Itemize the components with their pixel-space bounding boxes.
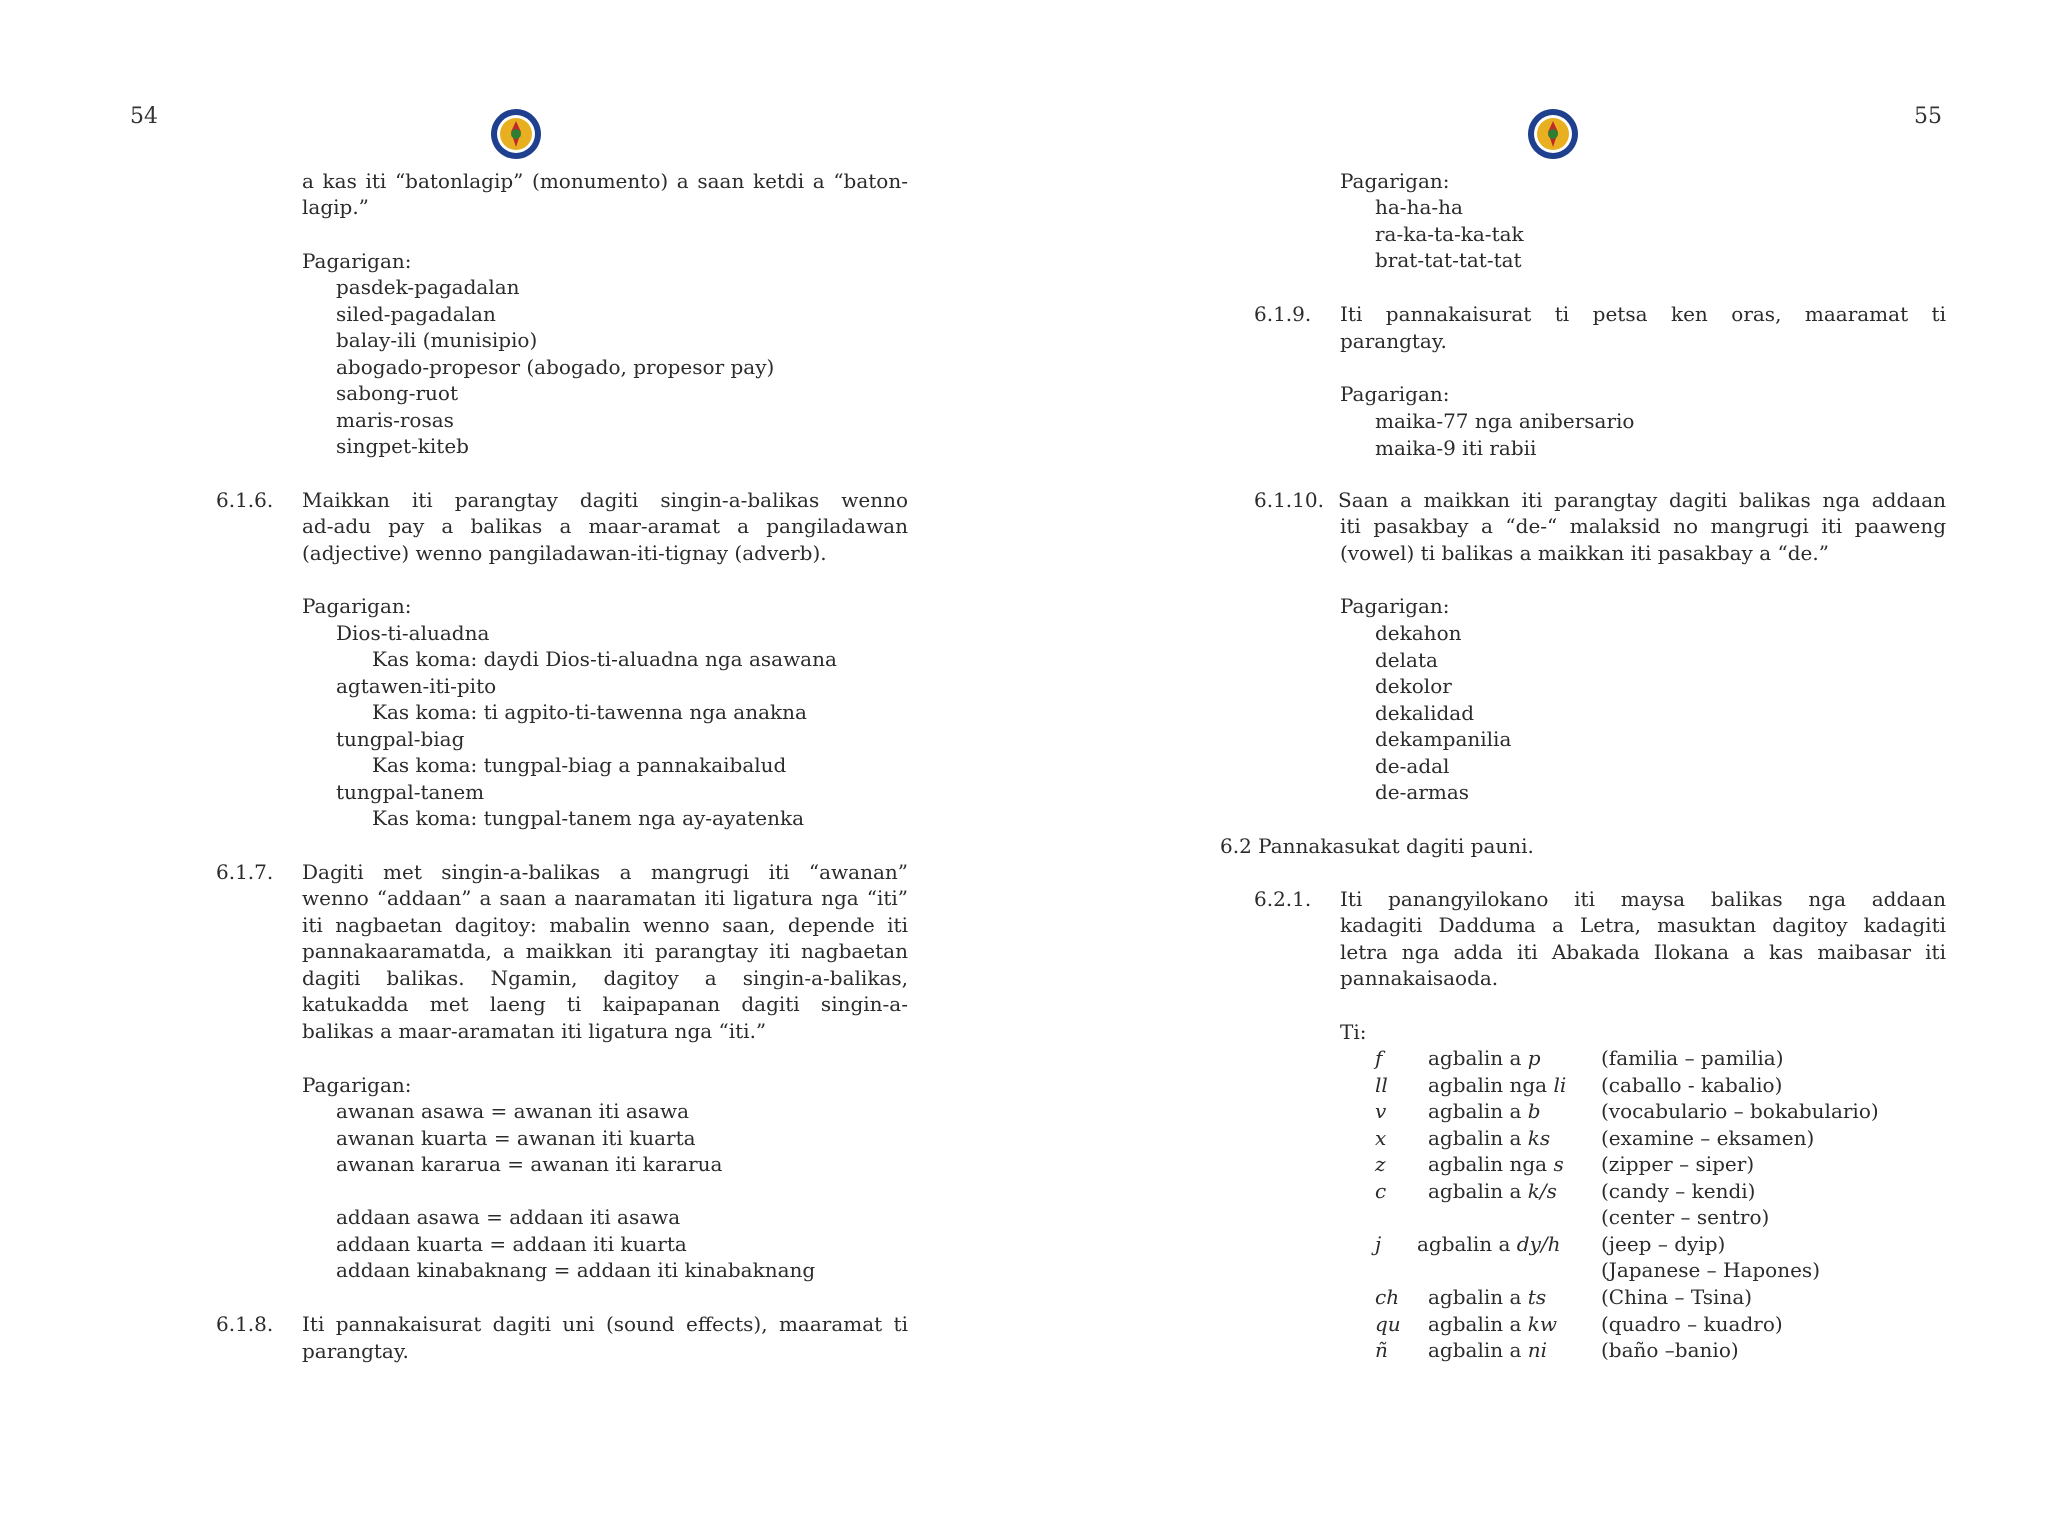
section-number: 6.1.10. xyxy=(1254,488,1324,512)
section-text: (adjective) wenno pangiladawan-iti-tignay (adverb). xyxy=(302,541,827,565)
list-item: brat-tat-tat-tat xyxy=(1375,248,1522,272)
section-text: Iti pannakaisurat ti petsa ken oras, maaramat ti xyxy=(1340,302,1946,326)
list-item: singpet-kiteb xyxy=(336,434,469,458)
example-cell: (China – Tsina) xyxy=(1601,1285,1753,1309)
table-row xyxy=(1375,1151,1386,1178)
section-text: ad-adu pay a balikas a maar-aramat a pangiladawan xyxy=(302,514,908,538)
table-row xyxy=(1375,1231,1381,1258)
seal-emblem-icon xyxy=(490,108,542,160)
example-list xyxy=(336,1204,815,1284)
letter-cell: j xyxy=(1375,1232,1382,1256)
rule-cell: agbalin nga li xyxy=(1428,1073,1567,1097)
section-text: Dagiti met singin-a-balikas a mangrugi iti “awanan” xyxy=(302,860,908,884)
continuation-line-2: lagip.” xyxy=(302,195,369,219)
section-text: parangtay. xyxy=(302,1339,409,1363)
section-number: 6.1.7. xyxy=(216,860,274,884)
list-item: siled-pagadalan xyxy=(336,301,496,326)
letter-cell: x xyxy=(1375,1126,1387,1150)
example-cell: (center – sentro) xyxy=(1601,1205,1770,1229)
example-cell: (caballo - kabalio) xyxy=(1601,1073,1783,1097)
list-item: maika-77 nga anibersario xyxy=(1375,409,1635,433)
example-usage: Kas koma: tungpal-biag a pannakaibalud xyxy=(372,753,787,777)
section-text: letra nga adda iti Abakada Ilokana a kas maibasar iti xyxy=(1340,940,1946,964)
section-number: 6.2.1. xyxy=(1254,887,1312,911)
list-item: dekolor xyxy=(1375,674,1452,698)
left-page-number: 54 xyxy=(130,104,158,129)
example-label: Pagarigan: xyxy=(302,249,412,273)
rule-cell: agbalin nga s xyxy=(1428,1152,1564,1176)
section-text: iti nagbaetan dagitoy: mabalin wenno saan, depende iti xyxy=(302,913,908,937)
example-list xyxy=(336,274,774,460)
example-usage: Kas koma: ti agpito-ti-tawenna nga anakna xyxy=(372,700,807,724)
rule-cell: agbalin a kw xyxy=(1428,1312,1558,1336)
rule-cell: agbalin a ni xyxy=(1428,1338,1548,1362)
table-row xyxy=(1375,1284,1399,1311)
example-cell: (baño –banio) xyxy=(1601,1338,1739,1362)
list-item: balay-ili (munisipio) xyxy=(336,328,538,352)
list-item: dekalidad xyxy=(1375,700,1475,725)
example-label: Pagarigan: xyxy=(302,594,412,618)
rule-cell: agbalin a k/s xyxy=(1428,1179,1557,1203)
seal-emblem-icon xyxy=(1527,108,1579,160)
section-heading: 6.2 Pannakasukat dagiti pauni. xyxy=(1220,834,1534,858)
table-row xyxy=(1375,1178,1386,1205)
list-item: ra-ka-ta-ka-tak xyxy=(1375,221,1524,246)
table-row xyxy=(1375,1072,1388,1099)
example-label: Pagarigan: xyxy=(1340,382,1450,406)
example-label: Pagarigan: xyxy=(1340,594,1450,618)
list-item: addaan kinabaknang = addaan iti kinabaknang xyxy=(336,1258,816,1282)
section-text: Maikkan iti parangtay dagiti singin-a-balikas wenno xyxy=(302,488,908,512)
list-item: dekahon xyxy=(1375,621,1462,645)
example-cell: (examine – eksamen) xyxy=(1601,1126,1815,1150)
rule-cell: agbalin a ts xyxy=(1428,1285,1547,1309)
section-text: Iti panangyilokano iti maysa balikas nga addaan xyxy=(1340,887,1946,911)
section-number: 6.1.8. xyxy=(216,1312,274,1336)
example-cell: (familia – pamilia) xyxy=(1601,1046,1784,1070)
list-item: sabong-ruot xyxy=(336,381,458,405)
list-item: abogado-propesor (abogado, propesor pay) xyxy=(336,354,775,379)
section-text: balikas a maar-aramatan iti ligatura nga “iti.” xyxy=(302,1019,767,1043)
list-item: dekampanilia xyxy=(1375,727,1512,751)
table-row xyxy=(1375,1125,1386,1152)
letter-cell: z xyxy=(1375,1152,1386,1176)
example-word: tungpal-tanem xyxy=(336,780,485,804)
section-number: 6.1.6. xyxy=(216,488,274,512)
list-item: addaan kuarta = addaan iti kuarta xyxy=(336,1231,687,1256)
letter-cell: ch xyxy=(1375,1285,1400,1309)
rule-cell: agbalin a ks xyxy=(1428,1126,1551,1150)
example-cell: (vocabulario – bokabulario) xyxy=(1601,1099,1879,1123)
continuation-line-1: a kas iti “batonlagip” (monumento) a saan ketdi a “baton- xyxy=(302,169,908,193)
rule-cell: agbalin a b xyxy=(1428,1099,1541,1123)
letter-cell: qu xyxy=(1375,1312,1401,1336)
section-text: wenno “addaan” a saan a naaramatan iti ligatura nga “iti” xyxy=(302,886,908,910)
example-list xyxy=(1375,194,1524,274)
example-cell: (quadro – kuadro) xyxy=(1601,1312,1783,1336)
example-list xyxy=(1375,408,1634,461)
section-text: dagiti balikas. Ngamin, dagitoy a singin-a-balikas, xyxy=(302,966,908,990)
table-row xyxy=(1375,1311,1401,1338)
list-item: delata xyxy=(1375,647,1438,672)
letter-cell: v xyxy=(1375,1099,1387,1123)
section-text: Iti pannakaisurat dagiti uni (sound effects), maaramat ti xyxy=(302,1312,908,1336)
list-item: de-adal xyxy=(1375,753,1450,778)
example-word: agtawen-iti-pito xyxy=(336,674,497,698)
example-cell: (Japanese – Hapones) xyxy=(1601,1258,1820,1282)
example-word: tungpal-biag xyxy=(336,727,465,751)
rule-cell: agbalin a dy/h xyxy=(1417,1232,1561,1256)
example-cell: (zipper – siper) xyxy=(1601,1152,1755,1176)
list-item: addaan asawa = addaan iti asawa xyxy=(336,1205,681,1229)
letter-cell: c xyxy=(1375,1179,1387,1203)
list-item: ha-ha-ha xyxy=(1375,195,1463,219)
section-text: kadagiti Dadduma a Letra, masuktan dagitoy kadagiti xyxy=(1340,913,1946,937)
table-row xyxy=(1375,1098,1386,1125)
section-text: pannakaaramatda, a maikkan iti parangtay iti nagbaetan xyxy=(302,939,908,963)
section-text: iti pasakbay a “de-“ malaksid no mangrugi iti paaweng xyxy=(1340,514,1946,538)
list-item: awanan asawa = awanan iti asawa xyxy=(336,1099,689,1123)
list-item: de-armas xyxy=(1375,780,1470,804)
example-word: Dios-ti-aluadna xyxy=(336,621,490,645)
table-row xyxy=(1375,1337,1388,1364)
table-row xyxy=(1375,1045,1382,1072)
example-cell: (jeep – dyip) xyxy=(1601,1232,1726,1256)
section-number: 6.1.9. xyxy=(1254,302,1312,326)
example-usage: Kas koma: daydi Dios-ti-aluadna nga asawana xyxy=(372,647,837,671)
example-label: Pagarigan: xyxy=(1340,169,1450,193)
example-list xyxy=(336,1098,722,1178)
list-item: awanan kuarta = awanan iti kuarta xyxy=(336,1125,696,1150)
example-label: Pagarigan: xyxy=(302,1073,412,1097)
section-text: katukadda met laeng ti kaipapanan dagiti singin-a- xyxy=(302,992,908,1016)
section-text: Saan a maikkan iti parangtay dagiti balikas nga addaan xyxy=(1338,488,1946,512)
example-usage: Kas koma: tungpal-tanem nga ay-ayatenka xyxy=(372,806,805,830)
example-label: Ti: xyxy=(1340,1020,1367,1044)
list-item: pasdek-pagadalan xyxy=(336,275,520,299)
list-item: awanan kararua = awanan iti kararua xyxy=(336,1152,723,1176)
letter-cell: ñ xyxy=(1375,1338,1388,1362)
list-item: maris-rosas xyxy=(336,407,454,432)
example-cell: (candy – kendi) xyxy=(1601,1179,1756,1203)
section-text: parangtay. xyxy=(1340,329,1447,353)
section-text: (vowel) ti balikas a maikkan iti pasakbay a “de.” xyxy=(1340,541,1829,565)
right-page-number: 55 xyxy=(1914,104,1942,129)
list-item: maika-9 iti rabii xyxy=(1375,435,1537,460)
letter-cell: f xyxy=(1375,1046,1383,1070)
letter-cell: ll xyxy=(1375,1073,1388,1097)
example-list xyxy=(1375,620,1511,806)
rule-cell: agbalin a p xyxy=(1428,1046,1541,1070)
section-text: pannakaisaoda. xyxy=(1340,966,1499,990)
